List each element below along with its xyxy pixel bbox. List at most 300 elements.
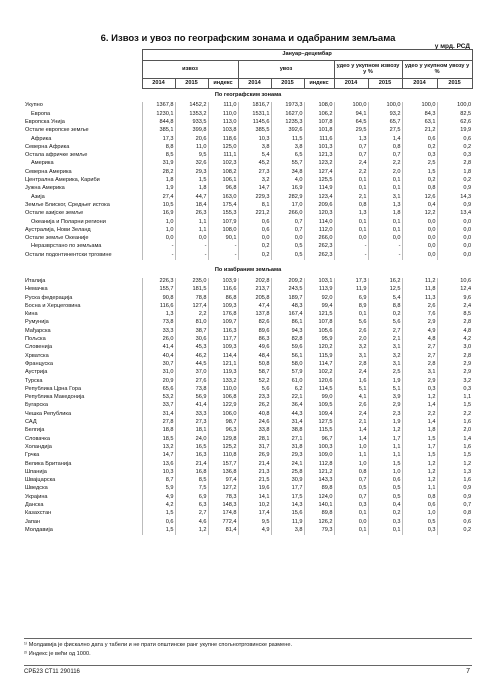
table-cell: 106,1: [208, 177, 238, 185]
table-cell: 209,2: [271, 278, 304, 286]
table-cell: 45,2: [238, 160, 271, 168]
table-cell: 15,6: [271, 510, 304, 518]
table-cell: 122,9: [208, 402, 238, 410]
table-cell: 1,8: [368, 210, 402, 218]
table-cell: 0,5: [334, 485, 368, 493]
table-cell: 176,8: [208, 311, 238, 319]
table-cell: 109,5: [304, 402, 334, 410]
table-cell: 13,4: [437, 210, 472, 218]
row-label: Азија: [31, 193, 45, 200]
table-cell: 21,5: [238, 477, 271, 485]
table-cell: 6,9: [334, 294, 368, 302]
table-cell: 123,4: [304, 193, 334, 201]
table-cell: 126,2: [304, 518, 334, 526]
table-cell: 0,8: [402, 185, 437, 193]
table-cell: 0,2: [238, 243, 271, 251]
table-cell: 94,1: [334, 110, 368, 118]
table-cell: 0,1: [368, 226, 402, 234]
table-cell: 18,5: [142, 435, 175, 443]
table-cell: 7,5: [175, 485, 208, 493]
table-cell: 93,2: [368, 110, 402, 118]
table-cell: 0,0: [402, 218, 437, 226]
table-cell: 3,8: [271, 143, 304, 151]
table-cell: 0,0: [271, 235, 304, 243]
table-cell: 78,3: [208, 493, 238, 501]
table-cell: 0,6: [238, 226, 271, 234]
import-header: увоз: [238, 61, 334, 79]
table-row: [24, 251, 472, 259]
table-cell: 6,5: [271, 152, 304, 160]
table-cell: 119,3: [208, 369, 238, 377]
table-cell: 5,1: [368, 386, 402, 394]
table-row: [24, 518, 472, 526]
table-cell: 2,4: [437, 303, 472, 311]
table-cell: 0,7: [334, 477, 368, 485]
table-cell: 115,9: [304, 352, 334, 360]
table-cell: 1,0: [334, 460, 368, 468]
table-cell: 1816,7: [238, 102, 271, 110]
table-cell: 0,0: [368, 235, 402, 243]
table-cell: 2,8: [437, 352, 472, 360]
row-label: Република Црна Гора: [25, 385, 82, 392]
table-cell: 16,8: [175, 468, 208, 476]
table-cell: 24,1: [271, 460, 304, 468]
table-cell: 0,1: [368, 527, 402, 535]
table-row: [24, 419, 472, 427]
table-cell: 1,0: [142, 226, 175, 234]
table-cell: 1,8: [175, 185, 208, 193]
table-cell: 0,1: [334, 185, 368, 193]
table-cell: 90,1: [208, 235, 238, 243]
table-cell: 0,8: [437, 510, 472, 518]
footnote-2: ²⁾ Индекс је већи од 1000.: [24, 651, 91, 657]
table-cell: 1,8: [142, 177, 175, 185]
table-cell: 933,5: [175, 119, 208, 127]
table-cell: 121,2: [304, 468, 334, 476]
table-cell: 181,5: [175, 286, 208, 294]
table-cell: 0,7: [334, 493, 368, 501]
table-cell: 2,6: [402, 303, 437, 311]
table-cell: 157,7: [208, 460, 238, 468]
table-cell: 226,3: [142, 278, 175, 286]
table-cell: 0,6: [437, 518, 472, 526]
table-cell: 392,6: [271, 127, 304, 135]
table-cell: -: [142, 243, 175, 251]
table-cell: 112,8: [304, 460, 334, 468]
table-cell: 1,2: [402, 468, 437, 476]
table-cell: 84,3: [402, 110, 437, 118]
table-cell: -: [208, 243, 238, 251]
table-cell: 155,7: [142, 286, 175, 294]
table-cell: 9,5: [175, 152, 208, 160]
table-cell: 0,2: [368, 510, 402, 518]
table-cell: 1,7: [368, 435, 402, 443]
table-cell: 97,4: [208, 477, 238, 485]
table-cell: 10,6: [437, 278, 472, 286]
table-cell: 2,9: [402, 377, 437, 385]
table-cell: 4,9: [142, 493, 175, 501]
table-cell: 101,3: [304, 143, 334, 151]
table-cell: 1,9: [368, 377, 402, 385]
table-cell: 4,1: [334, 394, 368, 402]
table-cell: 26,0: [142, 336, 175, 344]
table-cell: 1,7: [402, 444, 437, 452]
table-cell: 111,6: [304, 135, 334, 143]
table-cell: 20,9: [142, 377, 175, 385]
table-cell: 0,3: [402, 152, 437, 160]
table-cell: 5,4: [238, 152, 271, 160]
table-cell: 106,8: [208, 394, 238, 402]
table-cell: 17,3: [142, 135, 175, 143]
table-row: [24, 110, 472, 118]
table-cell: 3,9: [368, 394, 402, 402]
table-row: [24, 336, 472, 344]
row-label: Турска: [25, 377, 43, 384]
table-cell: 1,2: [402, 394, 437, 402]
table-cell: 33,3: [142, 327, 175, 335]
table-cell: 5,9: [142, 485, 175, 493]
table-cell: 133,2: [208, 377, 238, 385]
table-cell: 86,8: [208, 294, 238, 302]
table-cell: 107,8: [304, 119, 334, 127]
table-cell: 44,3: [271, 410, 304, 418]
table-cell: 65,7: [368, 119, 402, 127]
table-cell: 1,4: [334, 427, 368, 435]
table-cell: 2,7: [402, 344, 437, 352]
table-cell: 2,8: [334, 361, 368, 369]
table-cell: 12,6: [402, 193, 437, 201]
table-cell: 103,1: [304, 278, 334, 286]
row-label: Северна Америка: [25, 168, 72, 175]
table-cell: 0,6: [238, 218, 271, 226]
table-cell: 1,2: [402, 477, 437, 485]
table-cell: 0,4: [402, 202, 437, 210]
table-cell: 2,6: [334, 327, 368, 335]
table-cell: 129,8: [208, 435, 238, 443]
table-row: [24, 185, 472, 193]
table-cell: 81,0: [175, 319, 208, 327]
table-cell: 102,3: [208, 160, 238, 168]
table-cell: 82,8: [271, 336, 304, 344]
table-cell: 1235,3: [271, 119, 304, 127]
country-section-body: [24, 260, 472, 535]
table-cell: 1,5: [142, 510, 175, 518]
table-cell: -: [175, 243, 208, 251]
table-row: [24, 102, 472, 110]
table-cell: 21,2: [402, 127, 437, 135]
table-cell: 120,2: [304, 344, 334, 352]
table-cell: 0,3: [402, 527, 437, 535]
table-cell: 202,8: [238, 278, 271, 286]
table-cell: 0,1: [334, 311, 368, 319]
table-cell: 0,0: [142, 235, 175, 243]
table-cell: 124,0: [304, 493, 334, 501]
table-cell: 8,8: [142, 143, 175, 151]
table-cell: 89,6: [238, 327, 271, 335]
table-cell: 140,1: [304, 502, 334, 510]
table-cell: 2,4: [334, 410, 368, 418]
table-cell: 46,2: [175, 352, 208, 360]
table-cell: 0,5: [368, 485, 402, 493]
table-row: [24, 527, 472, 535]
table-cell: 111,0: [208, 102, 238, 110]
table-cell: 16,5: [175, 444, 208, 452]
table-cell: 11,9: [271, 518, 304, 526]
share-import-header: удео у укупном увозу у %: [402, 61, 472, 79]
table-cell: 143,3: [304, 477, 334, 485]
table-row: [24, 226, 472, 234]
table-row: [24, 344, 472, 352]
table-cell: 18,8: [142, 427, 175, 435]
table-row: [24, 352, 472, 360]
row-label: Аустралија, Нови Зеланд: [25, 226, 91, 233]
table-row: [24, 119, 472, 127]
table-cell: 1,1: [368, 444, 402, 452]
table-cell: 2,2: [437, 410, 472, 418]
table-cell: 14,3: [271, 502, 304, 510]
table-cell: 14,1: [238, 493, 271, 501]
table-cell: 2,1: [368, 336, 402, 344]
table-cell: 0,5: [402, 518, 437, 526]
table-cell: 61,0: [271, 377, 304, 385]
table-row: [24, 468, 472, 476]
table-cell: 53,2: [142, 394, 175, 402]
table-cell: 29,3: [271, 452, 304, 460]
table-cell: 44,7: [175, 193, 208, 201]
table-cell: 38,8: [271, 427, 304, 435]
row-label: Република Македонија: [25, 394, 85, 401]
table-cell: 36,4: [271, 402, 304, 410]
table-cell: 50,8: [238, 361, 271, 369]
table-cell: 8,5: [437, 311, 472, 319]
table-cell: 3,2: [437, 377, 472, 385]
table-row: [24, 177, 472, 185]
table-cell: 17,3: [334, 278, 368, 286]
row-label: Хрватска: [25, 352, 49, 359]
table-cell: 137,8: [238, 311, 271, 319]
table-cell: 29,5: [334, 127, 368, 135]
table-cell: 27,4: [142, 193, 175, 201]
table-cell: 2,6: [334, 402, 368, 410]
table-row: [24, 327, 472, 335]
year-header: 2014: [334, 79, 368, 89]
table-cell: 4,8: [402, 336, 437, 344]
row-label: Руска федерација: [25, 294, 73, 301]
table-cell: 2,7: [175, 510, 208, 518]
table-cell: 5,1: [334, 386, 368, 394]
table-cell: 0,9: [437, 493, 472, 501]
table-cell: 0,1: [334, 177, 368, 185]
table-cell: 1,1: [437, 394, 472, 402]
table-cell: 116,3: [208, 327, 238, 335]
table-cell: 28,2: [142, 168, 175, 176]
row-label: Јапан: [25, 518, 41, 525]
table-cell: 2,7: [402, 352, 437, 360]
table-cell: 0,8: [368, 143, 402, 151]
table-cell: -: [334, 243, 368, 251]
year-header: 2014: [142, 79, 175, 89]
table-cell: 5,6: [368, 319, 402, 327]
table-row: [24, 243, 472, 251]
table-cell: 0,2: [402, 143, 437, 151]
table-cell: 0,0: [437, 235, 472, 243]
table-cell: 26,2: [238, 402, 271, 410]
geo-section-body: [24, 89, 472, 260]
table-cell: 0,5: [271, 251, 304, 259]
table-cell: 121,1: [208, 361, 238, 369]
row-label: Казахстан: [25, 510, 52, 517]
table-cell: 0,0: [437, 226, 472, 234]
table-row: [24, 311, 472, 319]
table-cell: 109,7: [208, 319, 238, 327]
table-cell: 1,3: [142, 311, 175, 319]
table-cell: 0,1: [368, 177, 402, 185]
table-row: [24, 286, 472, 294]
table-cell: 12,4: [437, 286, 472, 294]
table-cell: 11,3: [402, 294, 437, 302]
table-title: 6. Извоз и увоз по географским зонама и одабраним земљама: [100, 33, 396, 44]
row-label: Француска: [25, 360, 53, 367]
table-cell: 155,3: [208, 210, 238, 218]
table-cell: 1367,8: [142, 102, 175, 110]
table-cell: 125,2: [208, 444, 238, 452]
table-cell: 34,8: [271, 168, 304, 176]
table-cell: 2,9: [402, 319, 437, 327]
table-cell: 16,9: [142, 210, 175, 218]
table-cell: 0,1: [334, 527, 368, 535]
table-cell: 17,5: [271, 493, 304, 501]
table-cell: 82,6: [238, 319, 271, 327]
table-cell: 1,0: [368, 468, 402, 476]
table-cell: 0,7: [271, 226, 304, 234]
table-cell: 1,0: [142, 218, 175, 226]
row-label: Централна Америка, Кариби: [25, 177, 100, 184]
table-cell: 1,5: [175, 177, 208, 185]
table-cell: 117,7: [208, 336, 238, 344]
table-cell: 109,3: [208, 303, 238, 311]
row-label: Остале европске земље: [25, 127, 89, 134]
table-cell: 27,3: [175, 419, 208, 427]
table-cell: 49,6: [238, 344, 271, 352]
table-cell: 1,6: [437, 419, 472, 427]
row-label: Грчка: [25, 452, 40, 459]
table-cell: -: [142, 251, 175, 259]
table-cell: 1,6: [437, 477, 472, 485]
table-row: [24, 435, 472, 443]
table-cell: 108,2: [208, 168, 238, 176]
row-label: Холандија: [25, 443, 52, 450]
table-cell: 109,3: [208, 344, 238, 352]
table-cell: 21,4: [175, 460, 208, 468]
table-cell: 11,5: [271, 135, 304, 143]
table-cell: 4,2: [437, 336, 472, 344]
year-header: 2015: [175, 79, 208, 89]
table-cell: 1531,1: [238, 110, 271, 118]
table-cell: 17,7: [271, 485, 304, 493]
year-header: 2015: [271, 79, 304, 89]
table-cell: 0,8: [334, 468, 368, 476]
table-cell: 7,6: [402, 311, 437, 319]
table-row: [24, 152, 472, 160]
table-cell: 2,5: [368, 369, 402, 377]
row-label: Северна Африка: [25, 143, 70, 150]
table-cell: 1,6: [437, 444, 472, 452]
table-cell: 1,2: [175, 527, 208, 535]
table-row: [24, 485, 472, 493]
table-cell: 24,0: [175, 435, 208, 443]
table-cell: 3,1: [368, 193, 402, 201]
table-row: [24, 235, 472, 243]
row-label: Румунија: [25, 319, 49, 326]
table-row: [24, 135, 472, 143]
index-header: индекс: [304, 79, 334, 89]
index-header: индекс: [208, 79, 238, 89]
table-cell: 0,0: [238, 235, 271, 243]
row-label: Аустрија: [25, 369, 48, 376]
table-cell: 5,4: [368, 294, 402, 302]
table-cell: 11,8: [402, 286, 437, 294]
table-cell: 13,6: [142, 460, 175, 468]
table-cell: 0,7: [271, 218, 304, 226]
table-cell: 1,5: [142, 527, 175, 535]
table-cell: 62,6: [437, 119, 472, 127]
table-cell: 0,3: [437, 152, 472, 160]
table-cell: 262,3: [304, 251, 334, 259]
table-cell: 8,9: [334, 303, 368, 311]
table-cell: 2,4: [334, 160, 368, 168]
table-cell: 0,5: [271, 243, 304, 251]
table-cell: 108,0: [208, 226, 238, 234]
table-cell: 10,3: [142, 468, 175, 476]
table-cell: 47,4: [238, 303, 271, 311]
table-cell: 58,0: [271, 361, 304, 369]
table-cell: 12,2: [402, 210, 437, 218]
row-label: Африка: [31, 135, 52, 142]
table-cell: 3,8: [271, 527, 304, 535]
table-cell: 4,6: [175, 518, 208, 526]
table-cell: 100,0: [402, 102, 437, 110]
table-cell: 4,0: [271, 177, 304, 185]
table-cell: 0,6: [402, 502, 437, 510]
table-cell: 11,9: [334, 286, 368, 294]
table-cell: 2,2: [175, 311, 208, 319]
table-cell: 3,2: [238, 177, 271, 185]
table-cell: 1,4: [402, 419, 437, 427]
table-cell: 100,0: [334, 102, 368, 110]
table-cell: 21,3: [238, 468, 271, 476]
table-cell: 125,0: [208, 143, 238, 151]
page-footer-code: СРБ23 СТ11 290116: [24, 669, 80, 675]
table-cell: 96,8: [208, 185, 238, 193]
table-cell: 2,0: [437, 427, 472, 435]
row-label: Укупно: [25, 102, 43, 109]
row-label: Остала афричке земље: [25, 152, 88, 159]
table-row: [24, 394, 472, 402]
table-cell: 114,0: [304, 218, 334, 226]
table-cell: 3,2: [334, 344, 368, 352]
table-cell: 3,1: [334, 352, 368, 360]
table-cell: 100,3: [304, 444, 334, 452]
table-cell: 44,5: [175, 361, 208, 369]
table-cell: 1,9: [368, 419, 402, 427]
row-label: Остале земље Океаније: [25, 235, 89, 242]
row-label: Данска: [25, 502, 44, 508]
table-cell: 120,6: [304, 377, 334, 385]
table-cell: 1,5: [402, 435, 437, 443]
table-row: [24, 477, 472, 485]
table-cell: 0,8: [334, 202, 368, 210]
section-heading-geo: По географским зонама: [214, 91, 282, 98]
